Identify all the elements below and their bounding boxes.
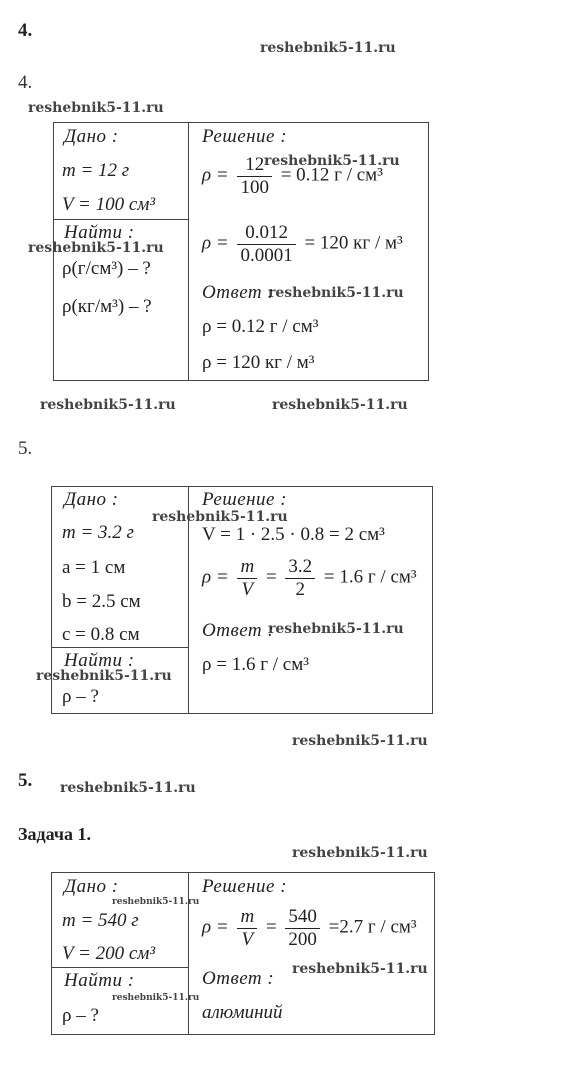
watermark: reshebnik5-11.ru: [60, 780, 196, 796]
fraction-denominator: 0.0001: [240, 244, 293, 266]
fraction-denominator: 200: [288, 928, 317, 950]
answer-title: Ответ :: [202, 968, 275, 989]
watermark: reshebnik5-11.ru: [268, 621, 404, 637]
watermark: reshebnik5-11.ru: [152, 509, 288, 525]
find-item: ρ(кг/м³) – ?: [62, 296, 152, 317]
solution-title: Решение :: [202, 876, 288, 897]
equation-density: [202, 906, 417, 951]
eq-rhs: =2.7 г / см³: [328, 916, 417, 938]
eq-rhs: = 1.6 г / см³: [323, 566, 417, 588]
heading-section-5: 5.: [18, 438, 33, 459]
eq-equals: =: [265, 916, 277, 938]
given-title: Дано :: [64, 126, 119, 147]
eq-lhs: ρ =: [202, 916, 229, 938]
solution-title: Решение :: [202, 126, 288, 147]
table-divider: [53, 219, 188, 220]
find-item: ρ – ?: [62, 686, 99, 707]
answer-title: Ответ :: [202, 282, 275, 303]
equation-density-g-cm3: [202, 154, 383, 199]
given-mass: m = 540 г: [62, 910, 139, 931]
fraction-denominator: V: [241, 578, 254, 600]
fraction: [237, 556, 257, 601]
given-title: Дано :: [64, 489, 119, 510]
heading-section-4: 4.: [18, 72, 33, 93]
find-title: Найти :: [64, 650, 135, 671]
answer-line: ρ = 0.12 г / см³: [202, 316, 319, 337]
eq-rhs: = 0.12 г / см³: [280, 164, 383, 186]
fraction-denominator: 2: [295, 578, 306, 600]
given-mass: m = 3.2 г: [62, 522, 134, 543]
watermark: reshebnik5-11.ru: [112, 897, 200, 907]
watermark: reshebnik5-11.ru: [292, 961, 428, 977]
fraction-numerator: m: [237, 556, 257, 579]
watermark: reshebnik5-11.ru: [268, 285, 404, 301]
fraction-numerator: 0.012: [237, 222, 295, 245]
fraction: [237, 222, 295, 267]
fraction-numerator: m: [237, 906, 257, 929]
watermark: reshebnik5-11.ru: [272, 397, 408, 413]
fraction: [285, 906, 320, 951]
find-item: ρ – ?: [62, 1005, 99, 1026]
watermark: reshebnik5-11.ru: [28, 100, 164, 116]
table-divider: [188, 122, 189, 381]
given-volume: V = 100 см³: [62, 194, 156, 215]
watermark: reshebnik5-11.ru: [292, 845, 428, 861]
fraction-numerator: 3.2: [285, 556, 315, 579]
fraction-denominator: V: [241, 928, 254, 950]
answer-line: ρ = 120 кг / м³: [202, 352, 315, 373]
watermark: reshebnik5-11.ru: [28, 240, 164, 256]
fraction-denominator: 100: [240, 176, 269, 198]
watermark: reshebnik5-11.ru: [292, 733, 428, 749]
given-c: c = 0.8 см: [62, 624, 140, 645]
given-mass: m = 12 г: [62, 160, 130, 181]
equation-volume: V = 1 · 2.5 · 0.8 = 2 см³: [202, 524, 385, 545]
given-title: Дано :: [64, 876, 119, 897]
answer-title: Ответ :: [202, 620, 275, 641]
heading-task-1: Задача 1.: [18, 824, 92, 844]
heading-section-5-bold: 5.: [18, 770, 33, 791]
table-divider: [51, 967, 188, 968]
table-divider: [188, 872, 189, 1035]
watermark: reshebnik5-11.ru: [264, 153, 400, 169]
answer-line: алюминий: [202, 1002, 283, 1023]
eq-lhs: ρ =: [202, 232, 229, 254]
fraction-numerator: 12: [237, 154, 272, 177]
watermark: reshebnik5-11.ru: [260, 40, 396, 56]
equation-density-kg-m3: [202, 222, 403, 267]
watermark: reshebnik5-11.ru: [36, 668, 172, 684]
watermark: reshebnik5-11.ru: [40, 397, 176, 413]
eq-lhs: ρ =: [202, 164, 229, 186]
fraction: [237, 906, 257, 951]
table-divider: [188, 486, 189, 714]
find-item: ρ(г/см³) – ?: [62, 258, 151, 279]
solution-title: Решение :: [202, 489, 288, 510]
given-a: a = 1 см: [62, 557, 126, 578]
heading-section-4-bold: 4.: [18, 20, 33, 41]
equation-density: [202, 556, 417, 601]
answer-line: ρ = 1.6 г / см³: [202, 654, 309, 675]
watermark: reshebnik5-11.ru: [112, 993, 200, 1003]
fraction: [237, 154, 272, 199]
eq-rhs: = 120 кг / м³: [304, 232, 403, 254]
fraction-numerator: 540: [285, 906, 320, 929]
fraction: [285, 556, 315, 601]
find-title: Найти :: [64, 970, 135, 991]
eq-lhs: ρ =: [202, 566, 229, 588]
eq-equals: =: [265, 566, 277, 588]
find-title: Найти :: [64, 222, 135, 243]
given-b: b = 2.5 см: [62, 591, 141, 612]
table-divider: [51, 647, 188, 648]
given-volume: V = 200 см³: [62, 943, 156, 964]
